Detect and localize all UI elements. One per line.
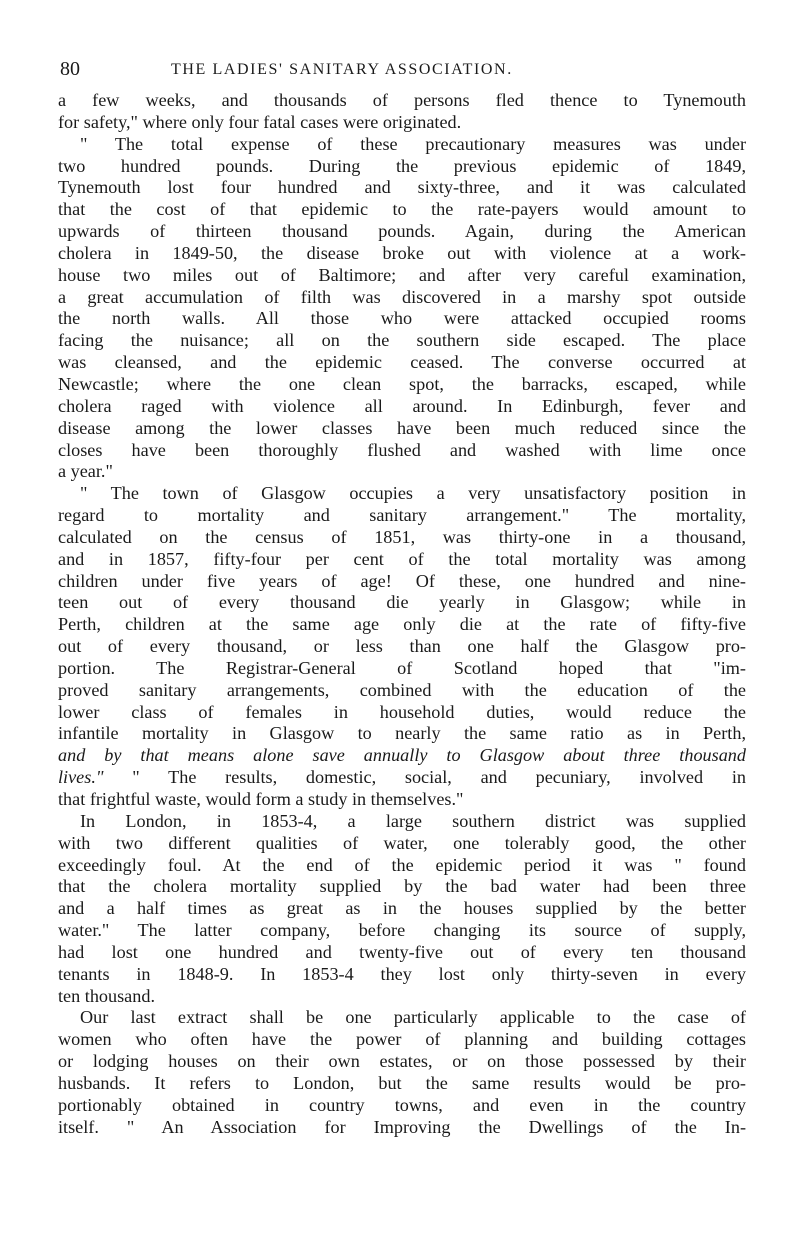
text-line: ten thousand. [58, 985, 155, 1006]
text-line: tenants in 1848-9. In 1853-4 they lost only thirty-seven in every [58, 963, 746, 984]
text-line: that the cholera mortality supplied by the bad water had been three [58, 876, 746, 897]
text-line [58, 745, 746, 767]
italic-text: lives." [58, 767, 104, 788]
text-line: " The total expense of these precautionary measures was under [80, 133, 746, 154]
text-line: infantile mortality in Glasgow to nearly the same ratio as in Perth, [58, 723, 746, 744]
running-header [58, 58, 746, 86]
text-line: that frightful waste, would form a study in themselves." [58, 789, 464, 809]
paragraph-block [58, 90, 746, 1139]
text-line: house two miles out of Baltimore; and after very careful examination, [58, 264, 746, 285]
text-line: and a half times as great as in the houses supplied by the better [58, 898, 746, 919]
running-title: THE LADIES' SANITARY ASSOCIATION. [171, 61, 513, 78]
text-line: closes have been thoroughly flushed and washed with lime once [58, 439, 746, 460]
document-page [58, 58, 746, 1228]
text-line: itself. " An Association for Improving the Dwellings of the In- [58, 1116, 746, 1137]
text-line: Perth, children at the same age only die at the rate of fifty-five [58, 614, 746, 635]
text-line: or lodging houses on their own estates, or on those possessed by their [58, 1051, 746, 1072]
italic-text: and by that means alone save annually to Glasgow about three thousand [58, 745, 746, 766]
text-line: a year." [58, 461, 113, 482]
page-number: 80 [60, 58, 80, 80]
text-line: cholera in 1849-50, the disease broke out with violence at a work- [58, 242, 746, 263]
text-line: that the cost of that epidemic to the rate-payers would amount to [58, 199, 746, 220]
text-line: exceedingly foul. At the end of the epidemic period it was " found [58, 854, 746, 875]
text-line: the north walls. All those who were attacked occupied rooms [58, 308, 746, 329]
text-line: had lost one hundred and twenty-five out of every ten thousand [58, 941, 746, 962]
text-line: Newcastle; where the one clean spot, the barracks, escaped, while [58, 373, 746, 394]
text-line: women who often have the power of planning and building cottages [58, 1029, 746, 1050]
text-line: facing the nuisance; all on the southern side escaped. The place [58, 330, 746, 351]
text-line: Our last extract shall be one particularly applicable to the case of [80, 1007, 746, 1028]
text-line: portionably obtained in country towns, and even in the country [58, 1094, 746, 1115]
text-line: two hundred pounds. During the previous epidemic of 1849, [58, 155, 746, 176]
text-line: " The town of Glasgow occupies a very unsatisfactory position in [80, 483, 746, 504]
text-line: portion. The Registrar-General of Scotland hoped that "im- [58, 657, 746, 678]
body-text [58, 90, 746, 1139]
text-line: and in 1857, fifty-four per cent of the total mortality was among [58, 548, 746, 569]
text-line: cholera raged with violence all around. In Edinburgh, fever and [58, 395, 746, 416]
text-line: for safety," where only four fatal cases were originated. [58, 111, 462, 132]
text-line: children under five years of age! Of these, one hundred and nine- [58, 570, 746, 591]
text-line: disease among the lower classes have been much reduced since the [58, 417, 746, 438]
text-line: husbands. It refers to London, but the same results would be pro- [58, 1072, 746, 1093]
text-line: calculated on the census of 1851, was thirty-one in a thousand, [58, 526, 746, 547]
text-line: was cleansed, and the epidemic ceased. The converse occurred at [58, 352, 746, 373]
text-line: proved sanitary arrangements, combined with the education of the [58, 679, 746, 700]
text-line: a few weeks, and thousands of persons fled thence to Tynemouth [58, 90, 746, 110]
text-line [58, 767, 746, 789]
text-line: Tynemouth lost four hundred and sixty-three, and it was calculated [58, 177, 746, 198]
text-line: In London, in 1853-4, a large southern district was supplied [80, 810, 746, 831]
text-line: regard to mortality and sanitary arrangement." The mortality, [58, 505, 746, 526]
text-line: with two different qualities of water, one tolerably good, the other [58, 832, 746, 853]
text-line: lower class of females in household duties, would reduce the [58, 701, 746, 722]
text-line: upwards of thirteen thousand pounds. Again, during the American [58, 221, 746, 242]
text-line: a great accumulation of filth was discovered in a marshy spot outside [58, 286, 746, 307]
text-line: out of every thousand, or less than one half the Glasgow pro- [58, 636, 746, 657]
text-tail: " The results, domestic, social, and pecuniary, involved in [103, 767, 746, 788]
text-line: teen out of every thousand die yearly in Glasgow; while in [58, 592, 746, 613]
text-line: water." The latter company, before changing its source of supply, [58, 920, 746, 941]
